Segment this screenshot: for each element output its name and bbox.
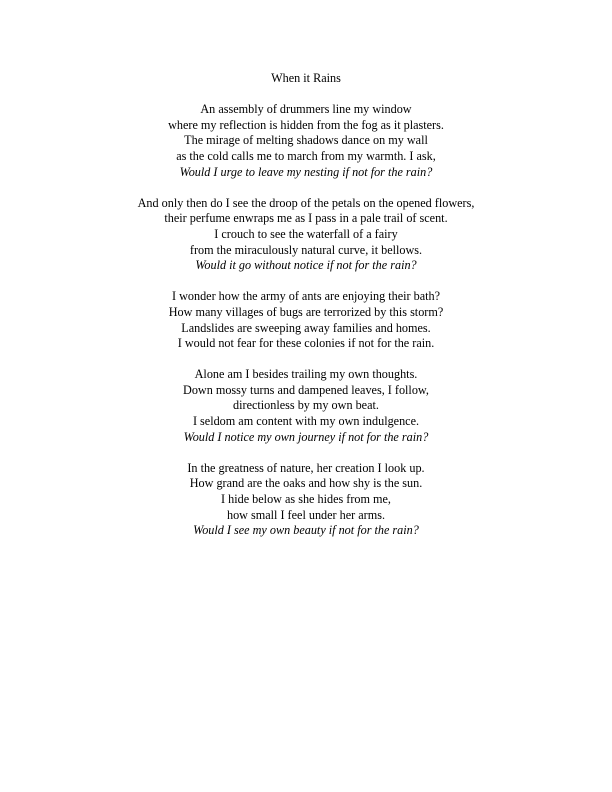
refrain-line: Would I see my own beauty if not for the rain? <box>193 523 419 538</box>
stanza-3 <box>0 289 612 351</box>
poem-line: directionless by my own beat. <box>233 398 379 413</box>
poem <box>0 71 612 554</box>
refrain-line: Would it go without notice if not for the rain? <box>195 258 417 273</box>
poem-line: how small I feel under her arms. <box>226 507 386 522</box>
poem-title: When it Rains <box>271 71 341 85</box>
poem-line: I seldom am content with my own indulgence. <box>192 414 420 429</box>
poem-line: as the cold calls me to march from my warmth. I ask, <box>176 148 436 163</box>
refrain-line: Would I notice my own journey if not for the rain? <box>183 429 429 444</box>
poem-line: where my reflection is hidden from the fog as it plasters. <box>168 117 444 132</box>
poem-line: An assembly of drummers line my window <box>200 102 412 117</box>
poem-line: Landslides are sweeping away families and homes. <box>181 320 431 335</box>
stanza-2 <box>0 196 612 274</box>
stanza-5 <box>0 461 612 539</box>
stanza-1 <box>0 102 612 180</box>
poem-line: I hide below as she hides from me, <box>221 492 391 507</box>
poem-line: Down mossy turns and dampened leaves, I follow, <box>183 382 429 397</box>
poem-line: I would not fear for these colonies if not for the rain. <box>177 336 435 351</box>
poem-line: Alone am I besides trailing my own thoughts. <box>194 367 418 382</box>
poem-line: from the miraculously natural curve, it bellows. <box>189 242 423 257</box>
poem-line: The mirage of melting shadows dance on my wall <box>184 133 428 148</box>
poem-line: I crouch to see the waterfall of a fairy <box>214 226 398 241</box>
stanza-4 <box>0 367 612 445</box>
poem-line: In the greatness of nature, her creation I look up. <box>187 460 425 475</box>
poem-line: their perfume enwraps me as I pass in a pale trail of scent. <box>164 211 448 226</box>
poem-line: I wonder how the army of ants are enjoying their bath? <box>171 289 441 304</box>
refrain-line: Would I urge to leave my nesting if not for the rain? <box>179 164 433 179</box>
poem-line: How many villages of bugs are terrorized by this storm? <box>168 304 444 319</box>
poem-line: And only then do I see the droop of the petals on the opened flowers, <box>137 195 475 210</box>
poem-line: How grand are the oaks and how shy is the sun. <box>189 476 423 491</box>
